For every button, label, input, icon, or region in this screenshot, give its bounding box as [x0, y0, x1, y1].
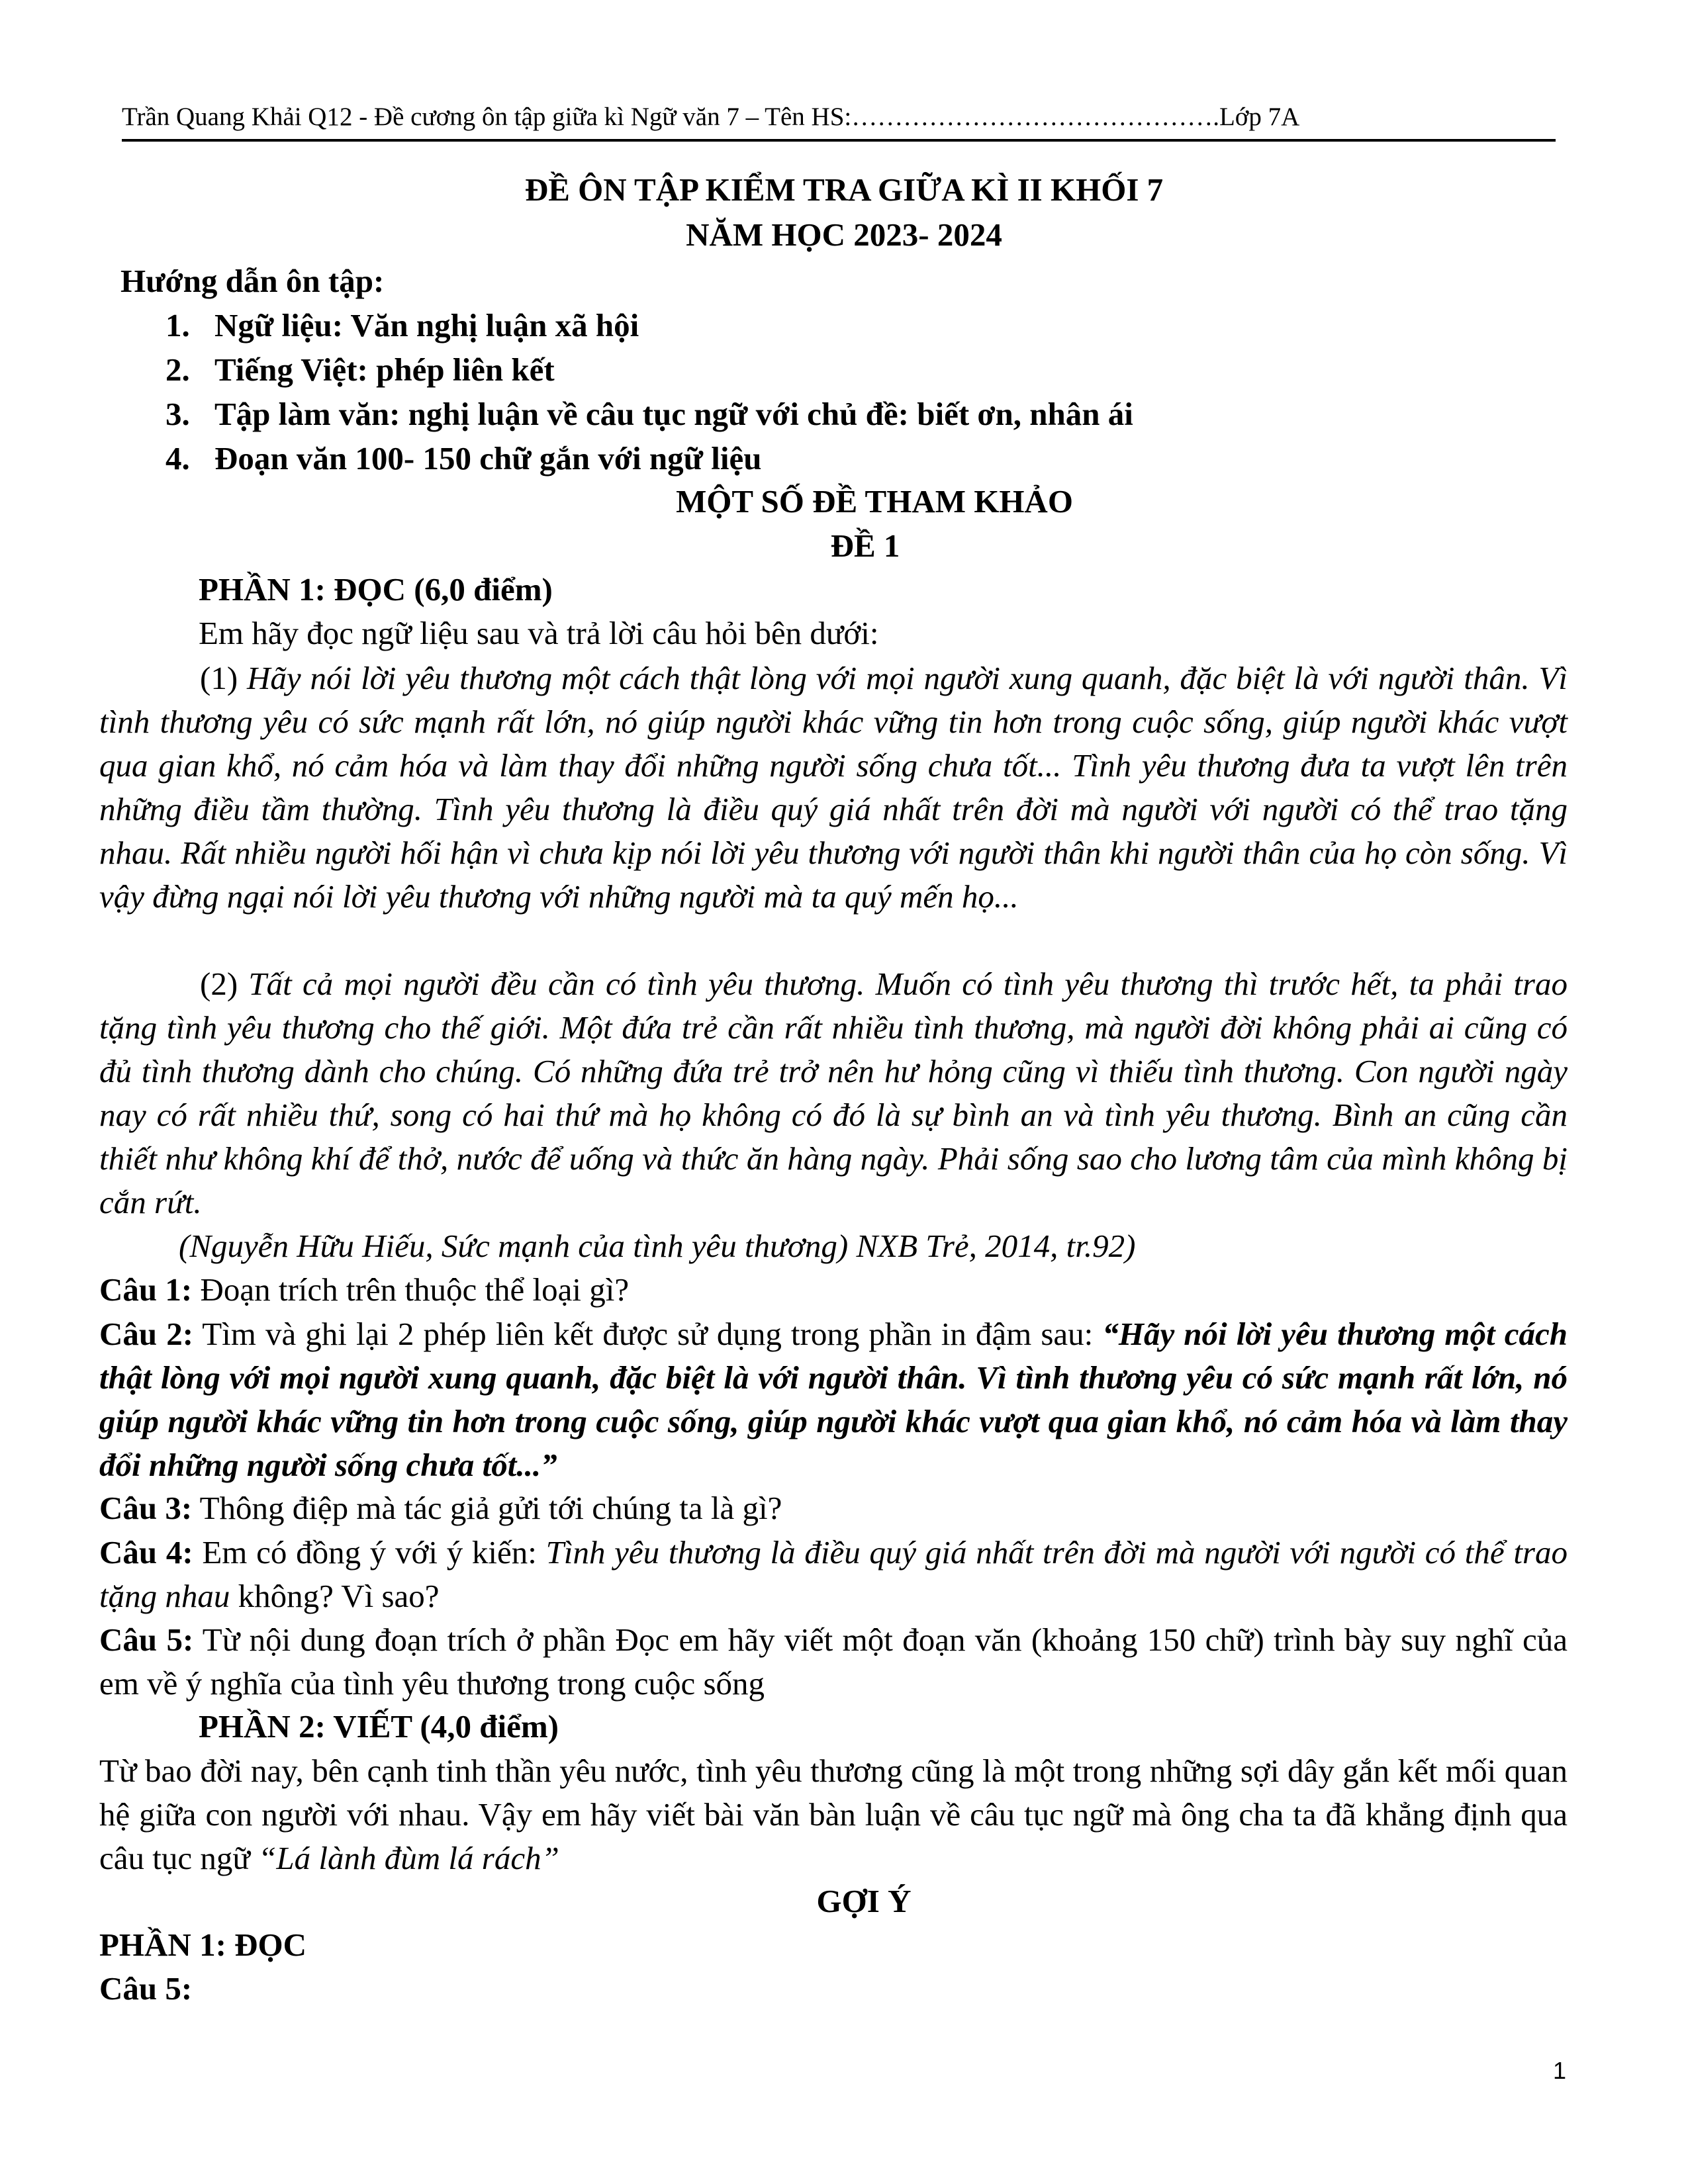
- exam-number: ĐỀ 1: [830, 527, 900, 564]
- question-5: Câu 5: Từ nội dung đoạn trích ở phần Đọc em hãy viết một đoạn văn (khoảng 150 chữ) trình bày suy nghĩ của em về ý nghĩa của tình yêu thương trong cuộc sống: [99, 1621, 1568, 1702]
- passage-paragraph-1: (1) Hãy nói lời yêu thương một cách thật lòng với mọi người xung quanh, đặc biệt là với người thân. Vì tình thương yêu có sức mạnh rất lớn, nó giúp người khác vững tin hơn trong cuộc sống, giúp người khác vượt qua gian khổ, nó cảm hóa và làm thay đổi những người sống chưa tốt... Tình yêu thương đưa ta vượt lên trên những điều tầm thường. Tình yêu thương là điều quý giá nhất trên đời mà người với người có thể trao tặng nhau. Rất nhiều người hối hận vì chưa kịp nói lời yêu thương với người thân khi người thân của họ còn sống. Vì vậy đừng ngại nói lời yêu thương với những người mà ta quý mến họ...: [99, 660, 1568, 915]
- part1-heading: PHẦN 1: ĐỌC (6,0 điểm): [199, 571, 553, 608]
- question-2: Câu 2: Tìm và ghi lại 2 phép liên kết được sử dụng trong phần in đậm sau: “Hãy nói lời yêu thương một cách thật lòng với mọi người xung quanh, đặc biệt là với người thân. Vì tình thương yêu có sức mạnh rất lớn, nó giúp người khác vững tin hơn trong cuộc sống, giúp người khác vượt qua gian khổ, nó cảm hóa và làm thay đổi những người sống chưa tốt...”: [99, 1316, 1568, 1483]
- guide-item: 3. Tập làm văn: nghị luận về câu tục ngữ với chủ đề: biết ơn, nhân ái: [165, 396, 1133, 432]
- school-year: NĂM HỌC 2023- 2024: [686, 216, 1002, 253]
- hint-part1-heading: PHẦN 1: ĐỌC: [99, 1927, 307, 1963]
- exam-title: ĐỀ ÔN TẬP KIỂM TRA GIỮA KÌ II KHỐI 7: [524, 171, 1164, 208]
- question-3: Câu 3: Thông điệp mà tác giả gửi tới chúng ta là gì?: [99, 1490, 782, 1526]
- question-1: Câu 1: Đoạn trích trên thuộc thể loại gì?: [99, 1271, 630, 1308]
- page-number: 1: [1553, 2057, 1567, 2084]
- sample-exams-title: MỘT SỐ ĐỀ THAM KHẢO: [676, 483, 1073, 520]
- guide-label: Hướng dẫn ôn tập:: [120, 263, 385, 299]
- guide-item: 4. Đoạn văn 100- 150 chữ gắn với ngữ liệu: [165, 440, 762, 477]
- question-4: Câu 4: Em có đồng ý với ý kiến: Tình yêu thương là điều quý giá nhất trên đời mà người với người có thể trao tặng nhau không? Vì sao?: [99, 1534, 1568, 1614]
- reading-instruction: Em hãy đọc ngữ liệu sau và trả lời câu hỏi bên dưới:: [199, 615, 879, 651]
- guide-item: 1. Ngữ liệu: Văn nghị luận xã hội: [165, 307, 639, 343]
- passage-source: (Nguyễn Hữu Hiếu, Sức mạnh của tình yêu thương) NXB Trẻ, 2014, tr.92): [179, 1228, 1136, 1264]
- page-header: Trần Quang Khải Q12 - Đề cương ôn tập giữa kì Ngữ văn 7 – Tên HS:…………………………………….Lớp 7A: [122, 98, 1556, 142]
- guide-item: 2. Tiếng Việt: phép liên kết: [165, 351, 555, 388]
- hint-title: GỢI Ý: [816, 1883, 912, 1919]
- hint-question-5: Câu 5:: [99, 1970, 193, 2007]
- passage-paragraph-2: (2) Tất cả mọi người đều cần có tình yêu thương. Muốn có tình yêu thương thì trước hết, ta phải trao tặng tình yêu thương cho thế giới. Một đứa trẻ cần rất nhiều tình thương, mà người đời không phải ai cũng có đủ tình thương dành cho chúng. Có những đứa trẻ trở nên hư hỏng cũng vì thiếu tình thương. Con người ngày nay có rất nhiều thứ, song có hai thứ mà họ không có đó là sự bình an và tình yêu thương. Bình an cũng cần thiết như không khí để thở, nước để uống và thức ăn hàng ngày. Phải sống sao cho lương tâm của mình không bị cắn rứt.: [99, 966, 1568, 1220]
- writing-prompt: Từ bao đời nay, bên cạnh tinh thần yêu nước, tình yêu thương cũng là một trong những sợi dây gắn kết mối quan hệ giữa con người với nhau. Vậy em hãy viết bài văn bàn luận về câu tục ngữ mà ông cha ta đã khẳng định qua câu tục ngữ “Lá lành đùm lá rách”: [99, 1752, 1568, 1876]
- part2-heading: PHẦN 2: VIẾT (4,0 điểm): [199, 1708, 559, 1745]
